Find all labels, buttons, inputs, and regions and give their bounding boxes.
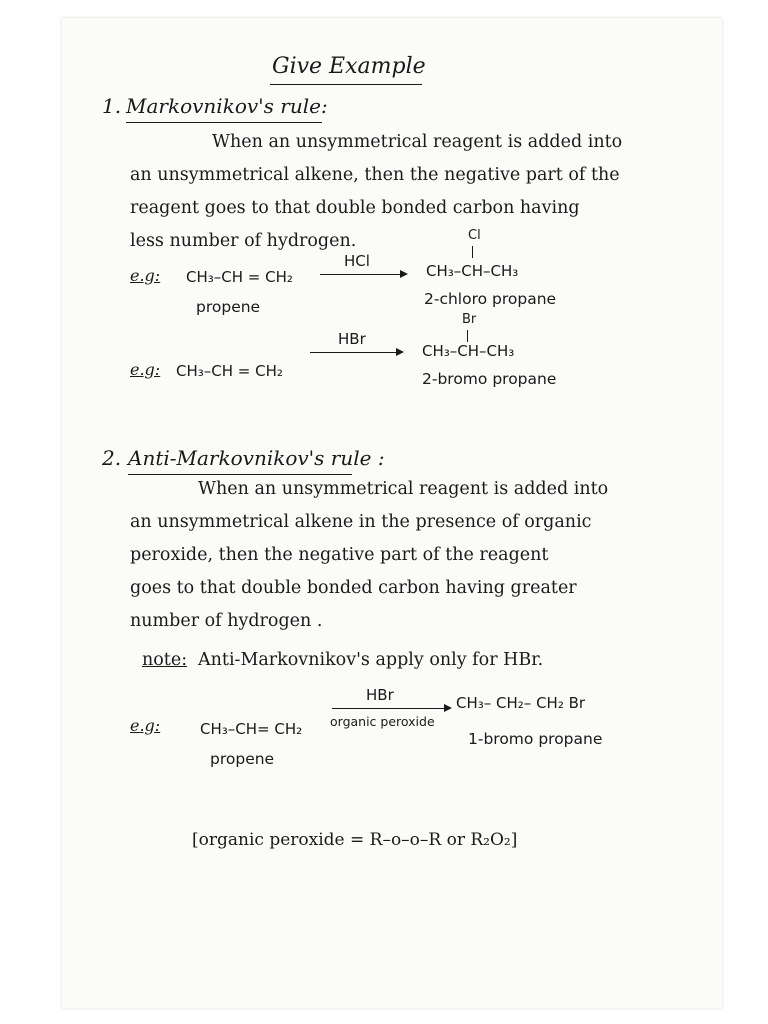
example1-substituent: Cl xyxy=(468,228,481,243)
example2-substituent-bond xyxy=(467,330,468,342)
section2-line-4: goes to that double bonded carbon having greater xyxy=(130,578,577,598)
example1-arrow xyxy=(320,274,400,275)
example3-reagent-bottom: organic peroxide xyxy=(330,714,435,729)
example1-reactant-name: propene xyxy=(196,298,261,316)
example1-reactant: CH₃–CH = CH₂ xyxy=(186,268,293,286)
section1-heading-underline xyxy=(126,122,322,123)
example2-product: CH₃–CH–CH₃ xyxy=(422,342,515,360)
section2-line-2: an unsymmetrical alkene in the presence of organic xyxy=(130,512,592,532)
example2-label: e.g: xyxy=(130,360,161,379)
page-title: Give Example xyxy=(272,54,426,79)
section1-number: 1. xyxy=(102,94,122,118)
example2-reactant: CH₃–CH = CH₂ xyxy=(176,362,283,380)
example2-product-name: 2-bromo propane xyxy=(422,370,557,388)
example3-label: e.g: xyxy=(130,716,161,735)
example3-arrowhead xyxy=(444,704,452,712)
example1-arrowhead xyxy=(400,270,408,278)
section1-heading: Markovnikov's rule: xyxy=(126,94,328,118)
example3-reagent-top: HBr xyxy=(366,686,394,704)
section2-number: 2. xyxy=(102,446,122,470)
section1-line-2: an unsymmetrical alkene, then the negative part of the xyxy=(130,165,620,185)
example1-substituent-bond xyxy=(472,246,473,258)
organic-peroxide-footnote: [organic peroxide = R–o–o–R or R₂O₂] xyxy=(192,830,518,850)
note-text: Anti-Markovnikov's apply only for HBr. xyxy=(198,650,544,670)
example3-reactant-name: propene xyxy=(210,750,275,768)
notebook-page xyxy=(62,18,722,1008)
section1-line-1: When an unsymmetrical reagent is added into xyxy=(212,132,623,152)
example1-label: e.g: xyxy=(130,266,161,285)
example3-arrow xyxy=(332,708,444,709)
example3-product-name: 1-bromo propane xyxy=(468,730,603,748)
example2-arrow xyxy=(310,352,396,353)
section1-line-4: less number of hydrogen. xyxy=(130,231,357,251)
note-label: note: xyxy=(142,650,188,670)
section2-line-5: number of hydrogen . xyxy=(130,611,323,631)
title-underline xyxy=(270,84,422,85)
section1-line-3: reagent goes to that double bonded carbon having xyxy=(130,198,580,218)
example1-reagent: HCl xyxy=(344,252,370,270)
section2-line-3: peroxide, then the negative part of the reagent xyxy=(130,545,549,565)
example2-reagent: HBr xyxy=(338,330,366,348)
example3-reactant: CH₃–CH= CH₂ xyxy=(200,720,303,738)
example3-product: CH₃– CH₂– CH₂ Br xyxy=(456,694,586,712)
example2-substituent: Br xyxy=(462,312,477,327)
example2-arrowhead xyxy=(396,348,404,356)
section2-line-1: When an unsymmetrical reagent is added into xyxy=(198,479,609,499)
example1-product: CH₃–CH–CH₃ xyxy=(426,262,519,280)
example1-product-name: 2-chloro propane xyxy=(424,290,557,308)
section2-heading: Anti-Markovnikov's rule : xyxy=(128,446,385,470)
